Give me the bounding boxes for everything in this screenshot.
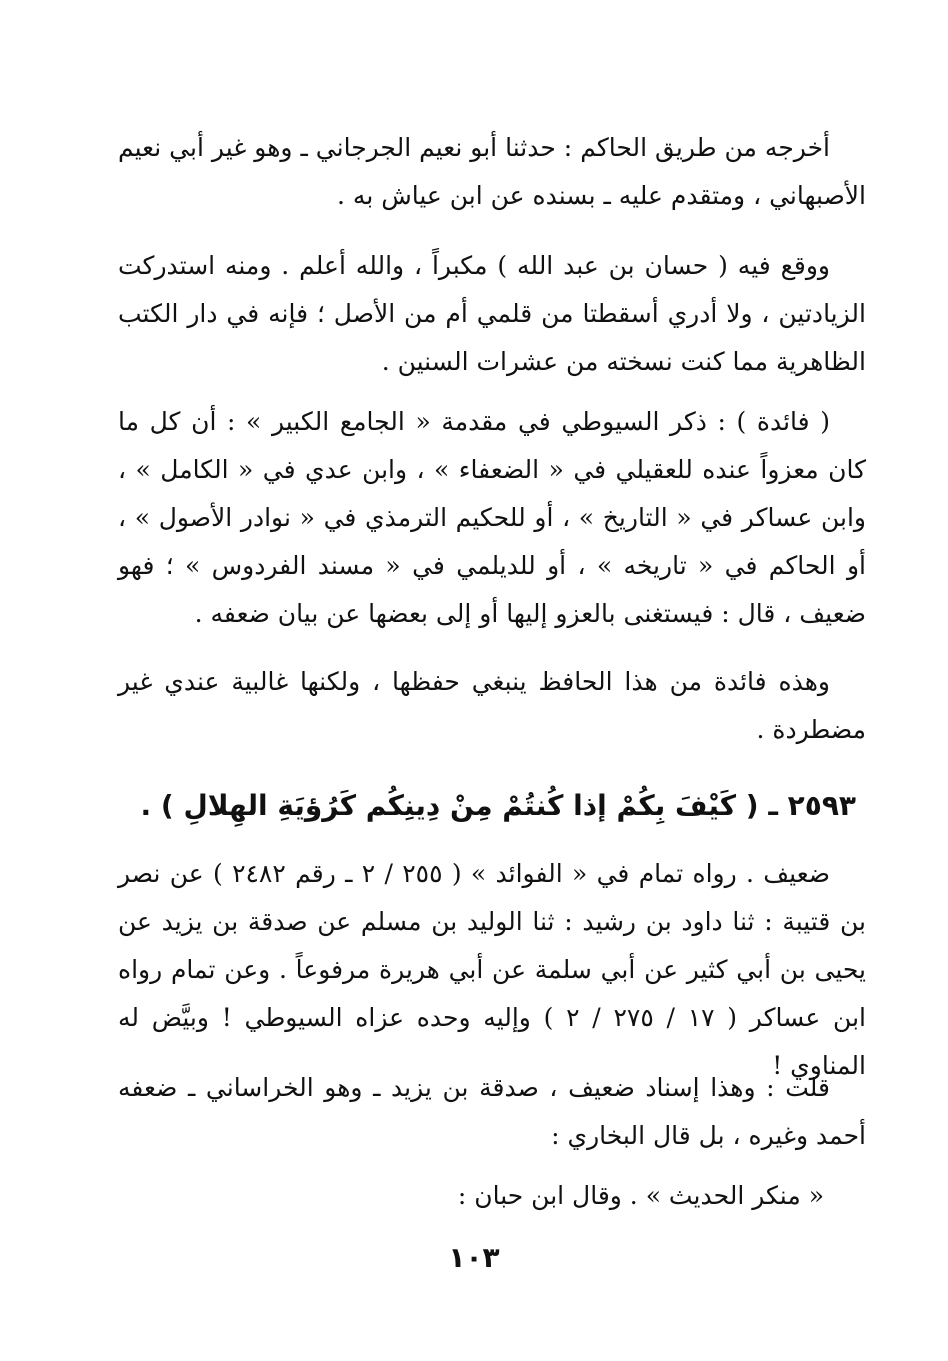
paragraph-source-note [118,124,866,220]
paragraph-benefit-comment [118,658,866,754]
paragraph-text: ( فائدة ) : ذكر السيوطي في مقدمة « الجامع الكبير » : أن كل ما كان معزواً عنده للعقيلي في « الضعفاء » ، وابن عدي في « الكامل » ، وابن عساكر في « التاريخ » ، أو للحكيم الترمذي في « نوادر الأصول » ، أو الحاكم في « تاريخه » ، أو للديلمي في « مسند الفردوس » ؛ فهو ضعيف ، قال : فيستغنى بالعزو إليها أو إلى بعضها عن بيان ضعفه . [118,407,866,628]
paragraph-text: أخرجه من طريق الحاكم : حدثنا أبو نعيم الجرجاني ـ وهو غير أبي نعيم الأصبهاني ، ومتقدم عليه ـ بسنده عن ابن عياش به . [118,133,866,210]
paragraph-correction-note [118,242,866,386]
paragraph-text: قلت : وهذا إسناد ضعيف ، صدقة بن يزيد ـ وهو الخراساني ـ ضعفه أحمد وغيره ، بل قال البخاري : [118,1073,866,1150]
page-number: ١٠٣ [448,1241,500,1274]
paragraph-benefit-note [118,398,866,638]
paragraph-quote: « منكر الحديث » . وقال ابن حبان : [457,1181,824,1210]
paragraph-comment [118,1064,866,1160]
hadith-heading: ٢٥٩٣ ـ ( كَيْفَ بِكُمْ إذا كُنتُمْ مِنْ دِينِكُم كَرُؤيَةِ الهِلالِ ) . [140,789,856,822]
paragraph-grading [118,850,866,1090]
paragraph-text: ضعيف . رواه تمام في « الفوائد » ( ٢٥٥ / ٢ ـ رقم ٢٤٨٢ ) عن نصر بن قتيبة : ثنا داود بن رشيد : ثنا الوليد بن مسلم عن صدقة بن يزيد عن يحيى بن أبي كثير عن أبي سلمة عن أبي هريرة مرفوعاً . وعن تمام رواه ابن عساكر ( ١٧ / ٢٧٥ / ٢ ) وإليه وحده عزاه السيوطي ! وبيَّض له المناوي ! [118,859,866,1080]
paragraph-text: ووقع فيه ( حسان بن عبد الله ) مكبراً ، والله أعلم . ومنه استدركت الزيادتين ، ولا أدري أسقطتا من قلمي أم من الأصل ؛ فإنه في دار الكتب الظاهرية مما كنت نسخته من عشرات السنين . [118,251,866,376]
paragraph-text: وهذه فائدة من هذا الحافظ ينبغي حفظها ، ولكنها غالبية عندي غير مضطردة . [118,667,866,744]
